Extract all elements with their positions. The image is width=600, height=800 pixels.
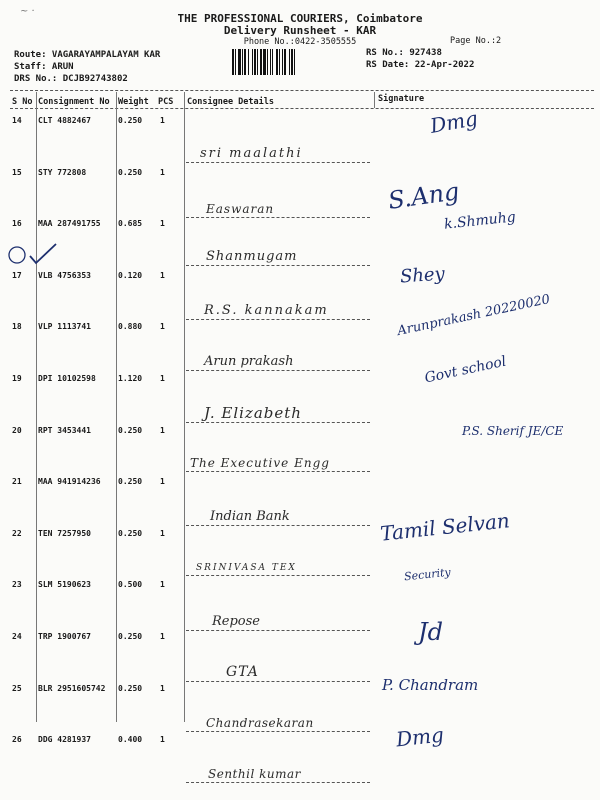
- col-divider: [36, 92, 37, 722]
- row-s-no: 14: [12, 116, 22, 125]
- consignee-line: [186, 471, 370, 472]
- row-s-no: 22: [12, 528, 22, 538]
- row-consignee: sri maalathi: [200, 146, 303, 161]
- row-consignment-no: CLT 4882467: [38, 116, 91, 125]
- row-consignment-no: MAA 941914236: [38, 477, 101, 487]
- col-s-no: S No: [12, 97, 33, 107]
- col-consignee: Consignee Details: [187, 97, 274, 107]
- row-s-no: 25: [12, 683, 22, 693]
- row-weight: 0.685: [118, 219, 143, 229]
- row-signature: Security: [403, 565, 452, 584]
- sheet-title: Delivery Runsheet - KAR: [223, 24, 377, 37]
- drs-number: DRS No.: DCJB92743802: [14, 74, 128, 84]
- row-pcs: 1: [160, 735, 165, 745]
- col-weight: Weight: [118, 97, 149, 107]
- row-s-no: 24: [12, 632, 22, 641]
- row-signature: Govt school: [423, 353, 508, 387]
- row-signature: P. Chandram: [382, 675, 479, 694]
- row-signature: k.Shmuhg: [443, 209, 517, 233]
- row-consignee: Shanmugam: [206, 249, 298, 265]
- col-signature: Signature: [378, 94, 425, 104]
- row-pcs: 1: [160, 219, 165, 229]
- row-weight: 0.400: [118, 735, 143, 745]
- row-consignment-no: STY 772808: [38, 167, 87, 177]
- row-weight: 0.250: [118, 116, 143, 125]
- row-consignment-no: TEN 7257950: [38, 528, 91, 538]
- row-consignee: J. Elizabeth: [204, 404, 302, 422]
- consignee-line: [186, 681, 370, 682]
- row-weight: 0.250: [118, 683, 143, 693]
- consignee-line: [186, 630, 370, 631]
- row-pcs: 1: [160, 528, 165, 538]
- row-pcs: 1: [160, 322, 165, 332]
- consignee-line: [186, 731, 370, 732]
- row-consignee: Arun prakash: [204, 354, 294, 370]
- consignee-line: [186, 265, 370, 266]
- row-consignment-no: DPI 10102598: [38, 374, 96, 383]
- row-consignee: Easwaran: [206, 201, 275, 216]
- consignee-line: [186, 217, 370, 218]
- page-number: Page No.:2: [450, 36, 502, 46]
- route-label: Route: VAGARAYAMPALAYAM KAR: [14, 50, 161, 60]
- row-consignment-no: DDG 4281937: [38, 735, 91, 745]
- row-weight: 0.250: [118, 167, 143, 177]
- row-signature: Tamil Selvan: [379, 508, 511, 546]
- row-consignee: The Executive Engg: [190, 455, 330, 470]
- row-consignment-no: VLP 1113741: [38, 322, 91, 332]
- row-pcs: 1: [160, 632, 165, 641]
- row-consignee: Senthil kumar: [208, 767, 301, 782]
- consignee-line: [186, 422, 370, 423]
- row-pcs: 1: [160, 116, 165, 125]
- row-signature: Dmg: [428, 106, 480, 138]
- row-consignee: Indian Bank: [210, 509, 290, 525]
- row-pcs: 1: [160, 374, 165, 383]
- header-top-rule: [10, 90, 594, 91]
- row-consignment-no: MAA 287491755: [38, 219, 101, 229]
- staff-label: Staff: ARUN: [14, 62, 74, 72]
- row-s-no: 21: [12, 477, 22, 487]
- barcode: [232, 49, 350, 75]
- row-signature: Jd: [418, 618, 443, 646]
- row-pcs: 1: [160, 425, 165, 435]
- row-weight: 0.880: [118, 322, 143, 332]
- row-pcs: 1: [160, 477, 165, 487]
- barcode-bar: [295, 49, 297, 75]
- row-s-no: 18: [12, 322, 22, 332]
- consignee-line: [186, 575, 370, 576]
- consignee-line: [186, 319, 370, 320]
- check-mark-icon: [6, 240, 66, 270]
- col-pcs: PCS: [158, 97, 174, 107]
- company-name: THE PROFESSIONAL COURIERS, Coimbatore: [177, 12, 423, 25]
- row-consignment-no: SLM 5190623: [38, 580, 91, 590]
- col-consignment: Consignment No: [38, 97, 110, 107]
- row-signature: Shey: [399, 263, 446, 288]
- col-divider: [116, 92, 117, 722]
- row-weight: 0.250: [118, 477, 143, 487]
- consignee-line: [186, 162, 370, 163]
- col-divider: [184, 92, 185, 722]
- row-pcs: 1: [160, 683, 165, 693]
- row-s-no: 17: [12, 270, 22, 280]
- row-weight: 0.250: [118, 425, 143, 435]
- row-weight: 0.500: [118, 580, 143, 590]
- consignee-line: [186, 782, 370, 783]
- row-s-no: 23: [12, 580, 22, 590]
- consignee-line: [186, 525, 370, 526]
- row-pcs: 1: [160, 167, 165, 177]
- row-signature: S.Ang: [386, 176, 461, 215]
- rs-date: RS Date: 22-Apr-2022: [366, 60, 475, 70]
- row-weight: 0.250: [118, 528, 143, 538]
- consignee-line: [186, 370, 370, 371]
- row-pcs: 1: [160, 270, 165, 280]
- row-pcs: 1: [160, 580, 165, 590]
- row-consignee: Repose: [212, 614, 260, 630]
- row-consignee: SRINIVASA TEX: [196, 562, 297, 573]
- row-weight: 0.120: [118, 270, 143, 280]
- row-consignee: Chandrasekaran: [206, 715, 314, 730]
- row-weight: 1.120: [118, 374, 143, 383]
- header-bottom-rule: [10, 108, 594, 109]
- row-consignee: R.S. kannakam: [204, 302, 329, 318]
- col-divider: [374, 92, 375, 108]
- row-weight: 0.250: [118, 632, 143, 641]
- row-consignment-no: VLB 4756353: [38, 270, 91, 280]
- row-consignment-no: BLR 2951605742: [38, 683, 106, 693]
- row-consignment-no: RPT 3453441: [38, 425, 91, 435]
- row-s-no: 20: [12, 425, 22, 435]
- row-s-no: 16: [12, 219, 22, 229]
- row-consignee: GTA: [226, 664, 259, 680]
- row-s-no: 19: [12, 374, 22, 383]
- row-s-no: 26: [12, 735, 22, 745]
- margin-scribble: ~ ·: [20, 6, 35, 17]
- phone-number: Phone No.:0422-3505555: [243, 37, 357, 47]
- row-s-no: 15: [12, 167, 22, 177]
- row-signature: Arunprakash 20220020: [396, 292, 552, 340]
- row-consignment-no: TRP 1900767: [38, 632, 91, 641]
- row-signature: P.S. Sherif JE/CE: [462, 423, 564, 438]
- rs-number: RS No.: 927438: [366, 48, 442, 58]
- row-signature: Dmg: [394, 722, 445, 752]
